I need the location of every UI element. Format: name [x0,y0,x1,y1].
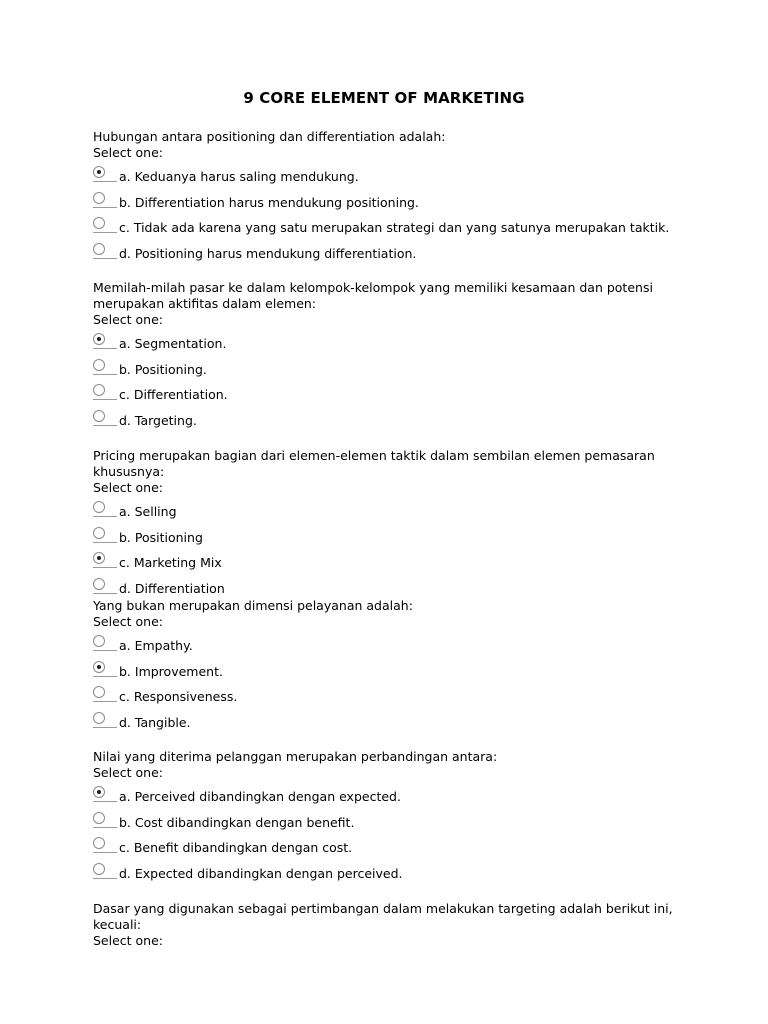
option-label: b. Positioning [119,529,203,545]
option-label: c. Tidak ada karena yang satu merupakan strategi dan yang satunya merupakan taktik. [119,220,670,235]
option-label: d. Targeting. [119,412,197,428]
question-5 [93,749,713,886]
option-d[interactable] [93,861,713,887]
question-text: Dasar yang digunakan sebagai pertimbangan dalam melakukan targeting adalah berikut ini, kecuali: [93,901,673,932]
radio-icon[interactable] [93,243,105,255]
option-label: b. Differentiation harus mendukung positioning. [119,194,419,210]
radio-icon[interactable] [93,501,105,513]
option-c[interactable] [93,382,713,408]
underline [93,827,117,828]
option-label: c. Marketing Mix [119,555,222,570]
question-2 [93,280,713,433]
options-list [93,331,713,433]
option-d[interactable] [93,241,713,267]
underline [93,852,117,853]
options-list [93,784,713,886]
underline [93,232,117,233]
radio-checked-icon[interactable] [93,166,105,178]
option-c[interactable] [93,684,713,710]
underline [93,348,117,349]
options-list [93,164,713,266]
option-b[interactable] [93,357,713,383]
radio-icon[interactable] [93,192,105,204]
underline [93,567,117,568]
options-list [93,633,713,735]
radio-icon[interactable] [93,812,105,824]
options-list [93,499,713,601]
underline [93,878,117,879]
underline [93,593,117,594]
option-b[interactable] [93,525,713,551]
option-a[interactable] [93,331,713,357]
question-6 [93,901,713,949]
option-label: d. Tangible. [119,714,191,730]
option-label: a. Keduanya harus saling mendukung. [119,169,359,184]
question-text: Nilai yang diterima pelanggan merupakan perbandingan antara: [93,749,498,764]
underline [93,542,117,543]
radio-icon[interactable] [93,384,105,396]
radio-icon[interactable] [93,527,105,539]
question-text: Memilah-milah pasar ke dalam kelompok-kelompok yang memiliki kesamaan dan potensi merupakan aktifitas dalam elemen: [93,280,653,311]
question-3 [93,448,713,601]
option-label: a. Perceived dibandingkan dengan expected. [119,789,401,804]
underline [93,181,117,182]
radio-checked-icon[interactable] [93,552,105,564]
underline [93,676,117,677]
underline [93,801,117,802]
option-label: b. Positioning. [119,361,207,377]
underline [93,399,117,400]
question-4 [93,598,713,735]
underline [93,425,117,426]
option-a[interactable] [93,633,713,659]
option-label: d. Differentiation [119,580,225,596]
underline [93,650,117,651]
option-label: a. Selling [119,504,177,519]
radio-icon[interactable] [93,359,105,371]
question-text: Yang bukan merupakan dimensi pelayanan adalah: [93,598,413,613]
option-label: a. Empathy. [119,638,193,653]
select-one-label: Select one: [93,312,164,327]
question-text: Pricing merupakan bagian dari elemen-elemen taktik dalam sembilan elemen pemasaran khususnya: [93,448,655,479]
option-b[interactable] [93,810,713,836]
option-label: d. Positioning harus mendukung differentiation. [119,245,417,261]
underline [93,701,117,702]
select-one-label: Select one: [93,614,164,629]
option-a[interactable] [93,784,713,810]
underline [93,516,117,517]
option-label: c. Responsiveness. [119,689,238,704]
underline [93,207,117,208]
radio-checked-icon[interactable] [93,661,105,673]
option-b[interactable] [93,659,713,685]
radio-icon[interactable] [93,635,105,647]
option-label: b. Improvement. [119,663,223,679]
option-label: a. Segmentation. [119,336,227,351]
select-one-label: Select one: [93,765,164,780]
option-c[interactable] [93,215,713,241]
option-a[interactable] [93,499,713,525]
radio-icon[interactable] [93,410,105,422]
page-title: 9 CORE ELEMENT OF MARKETING [243,89,525,107]
radio-icon[interactable] [93,578,105,590]
radio-icon[interactable] [93,837,105,849]
underline [93,727,117,728]
option-label: c. Differentiation. [119,387,228,402]
question-text: Hubungan antara positioning dan differentiation adalah: [93,129,446,144]
question-1 [93,129,713,266]
radio-icon[interactable] [93,686,105,698]
radio-icon[interactable] [93,712,105,724]
option-label: c. Benefit dibandingkan dengan cost. [119,840,353,855]
radio-icon[interactable] [93,863,105,875]
option-d[interactable] [93,710,713,736]
radio-icon[interactable] [93,217,105,229]
radio-checked-icon[interactable] [93,786,105,798]
radio-checked-icon[interactable] [93,333,105,345]
select-one-label: Select one: [93,145,164,160]
option-a[interactable] [93,164,713,190]
underline [93,374,117,375]
underline [93,258,117,259]
option-label: d. Expected dibandingkan dengan perceived. [119,865,403,881]
select-one-label: Select one: [93,933,164,948]
option-label: b. Cost dibandingkan dengan benefit. [119,814,355,830]
option-d[interactable] [93,408,713,434]
option-c[interactable] [93,550,713,576]
option-b[interactable] [93,190,713,216]
option-c[interactable] [93,835,713,861]
select-one-label: Select one: [93,480,164,495]
